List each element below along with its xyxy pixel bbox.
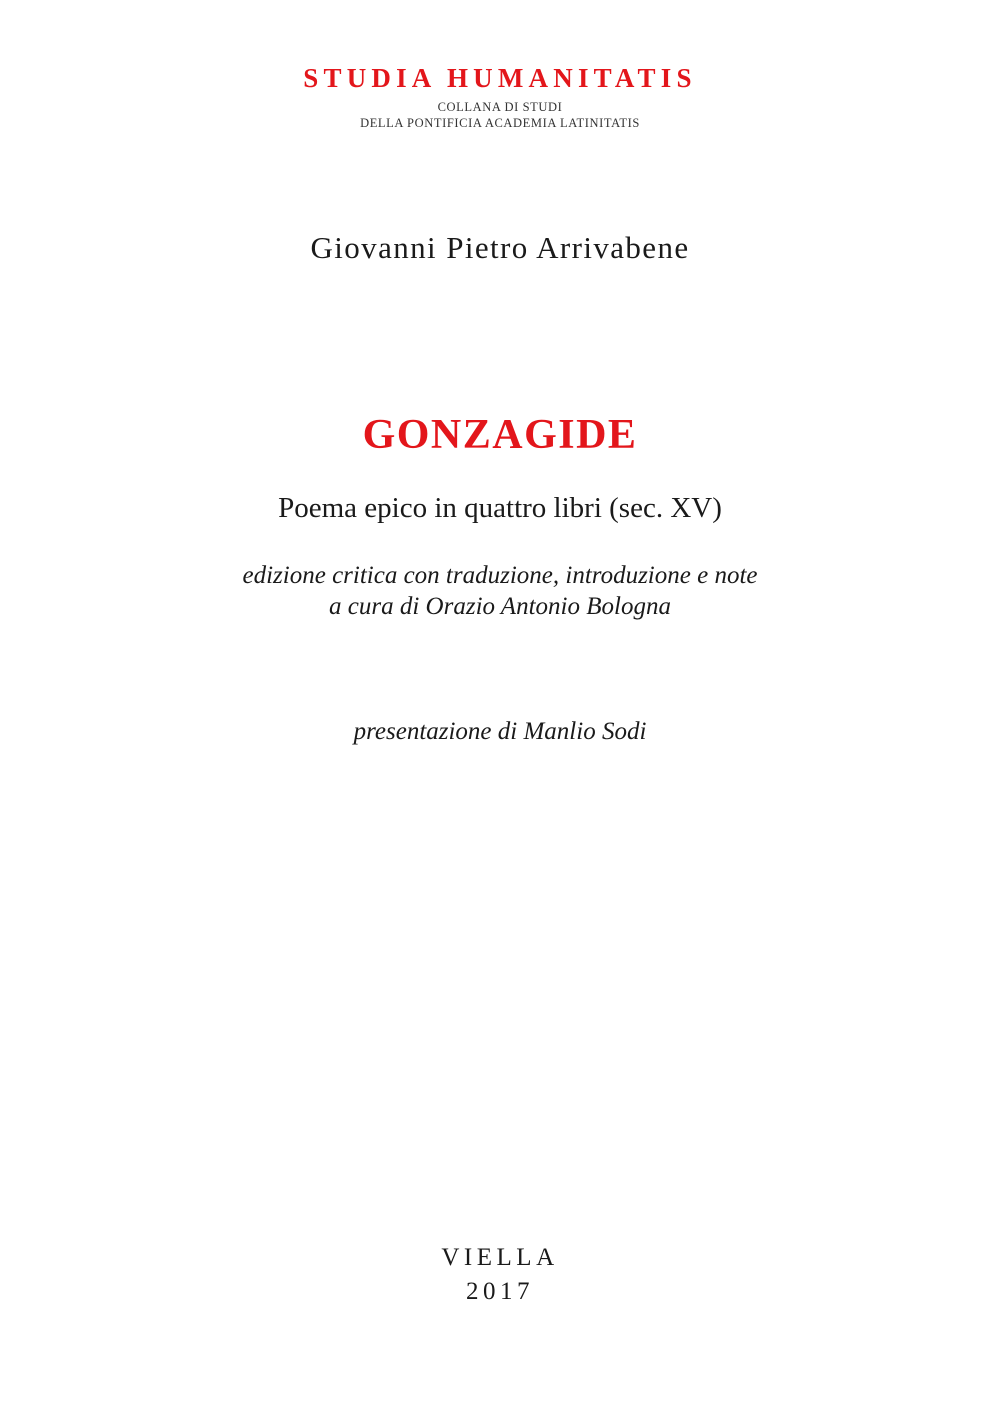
author-name: Giovanni Pietro Arrivabene <box>310 230 690 265</box>
edition-note: edizione critica con traduzione, introduzione e note <box>242 562 758 589</box>
book-title: GONZAGIDE <box>362 412 638 458</box>
series-subtitle-line2: DELLA PONTIFICIA ACADEMIA LATINITATIS <box>360 116 640 130</box>
series-subtitle-line1: COLLANA DI STUDI <box>437 100 563 114</box>
publisher-name: VIELLA <box>441 1244 559 1271</box>
series-title: STUDIA HUMANITATIS <box>303 63 697 93</box>
presentation-credit: presentazione di Manlio Sodi <box>353 718 647 745</box>
editor-credit: a cura di Orazio Antonio Bologna <box>329 593 671 620</box>
publication-year: 2017 <box>466 1278 534 1305</box>
book-subtitle: Poema epico in quattro libri (sec. XV) <box>278 492 722 524</box>
